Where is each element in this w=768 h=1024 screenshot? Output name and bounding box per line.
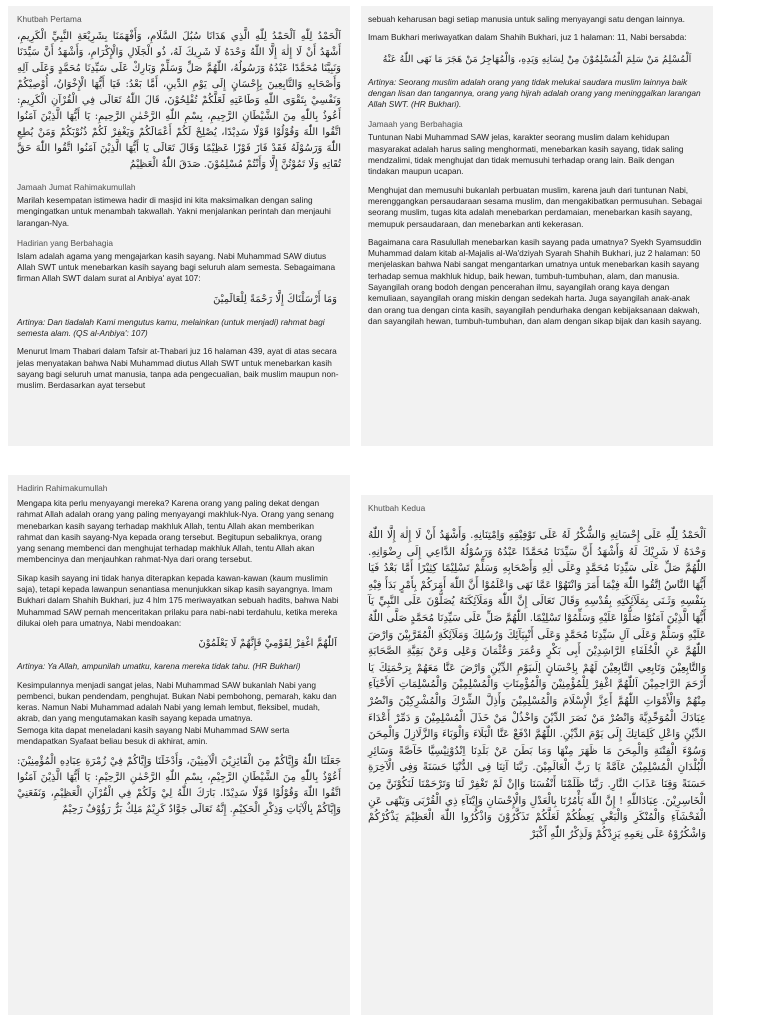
paragraph-takwa: Marilah kesempatan istimewa hadir di masjid ini kita maksimalkan dengan saling mengingatkan untuk menambah takwallah. Yakni menjalankan perintah dan menjauhi larangan-Nya. bbox=[17, 195, 331, 228]
hadith-arabic: اَلْمُسْلِمُ مَنْ سَلِمَ الْمُسْلِمُوْنَ مِنْ لِسَانِهِ وَيَدِهِ، وَالْمُهَاجِرُ مَنْ هَجَرَ مَا نَهَى اللّٰهُ عَنْهُ bbox=[382, 53, 692, 65]
paragraph-semoga: Semoga kita dapat meneladani kasih sayang Nabi Muhammad SAW serta mendapatkan Syafaat beliau besuk di akhirat, amin. bbox=[17, 724, 290, 747]
paragraph-tuntunan: Tuntunan Nabi Muhammad SAW jelas, karakter seorang muslim dalam kehidupan masyarakat adalah harus saling menghormati, menebarkan kasih sayang, tidak saling mendzalimi, tidak menghujat dan tidak memusuhi terhadap orang lain. Baik dengan tindakan maupun ucapan. bbox=[368, 132, 684, 177]
section-title-jamaah-berbahagia: Jamaah yang Berbahagia bbox=[368, 119, 463, 130]
hadith-translation: Artinya: Seorang muslim adalah orang yang tidak melukai saudara muslim lainnya baik dengan lisan dan tangannya, orang yang hijrah adalah orang yang meninggalkan larangan Allah SWT. (HR Bukhari). bbox=[368, 76, 701, 110]
paragraph-kesimpulan: Kesimpulannya menjadi sangat jelas, Nabi Muhammad SAW bukanlah Nabi yang pembenci, bukan pendendam, penghujat. Bukan Nabi pembohong, pemarah, kaku dan keras. Namun Nabi Muhammad adalah Nabi yang lemah lembut, fleksibel, mudah, akrab, dan yang mengutamakan kasih sayang kepada umatnya. bbox=[17, 679, 337, 724]
paragraph-tabari: Menurut Imam Thabari dalam Tafsir at-Thabari juz 16 halaman 439, ayat di atas secara jelas menyatakan bahwa Nabi Muhammad diutus Allah SWT untuk menebarkan kasih sayang bagi seluruh umat manusia, tanpa ada pengecualian, baik muslim maupun non-muslim. Berdasarkan ayat tersebut bbox=[17, 346, 339, 391]
doa-translation: Artinya: Ya Allah, ampunilah umatku, karena mereka tidak tahu. (HR Bukhari) bbox=[17, 661, 301, 672]
paragraph-sikap: Sikap kasih sayang ini tidak hanya diterapkan kepada kawan-kawan (kaum muslimin saja), tetapi kepada lawanpun senantiasa menunjukkan sikap kasih sayangnya. Imam Bukhari dalam Shahih Bukhari, juz 4 hlm 175 meriwayatkan sebuah hadits, bahwa Nabi Muhammad SAW pernah menceritakan prilaku para nabi-nabi terdahulu, ketika mereka dilukai oleh para umatnya, Nabi mendoakan: bbox=[17, 572, 339, 628]
khutbah-kedua-arabic: اَلْحَمْدُ لِلّٰهِ عَلَى إِحْسَانِهِ وَالشُّكْرُ لَهُ عَلَى تَوْفِيْقِهِ وَاِمْتِنَانِهِ. وَأَشْهَدُ أَنْ لَا إِلٰهَ إِلَّا اللّٰهُ وَحْدَهُ لَا شَرِيْكَ لَهُ وَأَشْهَدُ أَنَّ سَيِّدَنَا مُحَمَّدًا عَبْدُهُ وَرَسُوْلُهُ الدَّاعِي إِلَى رِضْوَانِهِ. اللّٰهُمَّ صَلِّ عَلَى سَيِّدِنَا مُحَمَّدٍ وِعَلَى اٰلِهِ وَأَصْحَابِهِ وَسَلِّمْ تَسْلِيْمًا كِثِيْرًا أَمَّا بَعْدُ فَيَا أَيُّهَا النَّاسُ اِتَّقُوا اللّٰهَ فِيْمَا أَمَرَ وَانْتَهُوْا عَمَّا نَهَى وَاعْلَمُوْا أَنَّ اللّٰهَ أَمَرَكُمْ بِأَمْرٍ بَدَأَ فِيْهِ بِنَفْسِهِ وَثَـنَى بِمَلَآئِكَتِهِ بِقُدْسِهِ وَقَالَ تَعَالَى إِنَّ اللّٰهَ وَمَلَآئِكَتَهُ يُصَلُّوْنَ عَلَى النَّبِيِّ يَآ أَيُّهَا الَّذِيْنَ آمَنُوْا صَلُّوْا عَلَيْهِ وَسَلِّمُوْا تَسْلِيْمًا. اللّٰهُمَّ صَلِّ عَلَى سَيِّدِنَا مُحَمَّدٍ صَلَّى اللّٰهُ عَلَيْهِ وَسَلِّمْ وَعَلَى آلِ سَيِّدِنَا مُحَمَّدٍ وَعَلَى أَنْبِيَآئِكَ وَرُسُلِكَ وَمَلَآئِكَةِ الْمُقَرَّبِيْنَ وَارْضَ اللّٰهُمَّ عَنِ الْخُلَفَاءِ الرَّاشِدِيْنَ أَبِى بَكْرٍ وَعُمَرَ وَعُثْمَانَ وَعَلِى وَعَنْ بَقِيَّةِ الصَّحَابَةِ وَالتَّابِعِيْنَ وَتَابِعِي التَّابِعِيْنَ لَهُمْ بِاِحْسَانٍ اِلَىيَوْمِ الدِّيْنِ وَارْضَ عَنَّا مَعَهُمْ بِرَحْمَتِكَ يَا أَرْحَمَ الرَّاحِمِيْنَ اَللّٰهُمَّ اغْفِرْ لِلْمُؤْمِنِيْنَ وَالْمُؤْمِنَاتِ وَالْمُسْلِمِيْنَ وَالْمُسْلِمَاتِ اَلأَحْيَآءِ مِنْهُمْ وَالْأَمْوَاتِ اللّٰهُمَّ أَعِزَّ الْإِسْلَامَ وَالْمُسْلِمِيْنَ وَأَذِلَّ الشِّرْكَ وَالْمُشْرِكِيْنَ وَانْصُرْ عِبَادَكَ الْمُوَحِّدِيَّةَ وَانْصُرْ مَنْ نَصَرَ الدِّيْنَ وَاخْذُلْ مَنْ خَذَلَ الْمُسْلِمِيْنَ وَ دَمِّرْ أَعْدَاءَ الدِّيْنِ وَاعْلِ كَلِمَاتِكَ إِلَى يَوْمَ الدِّيْنِ. اللّٰهُمَّ ادْفَعْ عَنَّا الْبَلَاءَ وَالْوَبَاءَ وَالزَّلَازِلَ وَالْمِحَنَ وَسُوْءَ الْفِتْنَةِ وَالْمِحَنَ مَا ظَهَرَ مِنْهَا وَمَا بَطَنَ عَنْ بَلَدِنَا اِنْدُوْنِيْسِيَّا خَآصَّةً وَسَائِرِ الْبُلْدَانِ الْمُسْلِمِيْنَ عَآمَّةً يَا رَبَّ الْعَالَمِيْنَ. رَبَّنَا آتِنَا فِى الدُّنْيَا حَسَنَةً وَفِى الْآخِرَةِ حَسَنَةً وَقِنَا عَذَابَ النَّارِ. رَبَّنَا ظَلَمْنَا أَنْفُسَنَا وَاإنْ لَمْ تَغْفِرْ لَنَا وَتَرْحَمْنَا لَنَكُوْنَنَّ مِنَ الْخَاسِرِيْنَ. عِبَادَاللّٰهِ ! إِنَّ اللّٰهَ يَأْمُرُنَا بِالْعَدْلِ وَالْإِحْسَانِ وَإِيْتَآءِ ذِي الْقُرْبَى وَيَنْهَى عَنِ الْفَحْشَآءِ وَالْمُنْكَرِ وَالْبَغْيِ يَعِظُكُمْ لَعَلَّكُمْ تَذَكَّرُوْنَ وَاذْكُرُوا اللّٰهَ الْعَظِيْمَ يَذْكُرْكُمْ وَاشْكُرُوْهُ عَلَى نِعَمِهِ يَزِدْكُمْ وَلَذِكْرُ اللّٰهِ أَكْبَرْ bbox=[368, 529, 706, 840]
arabic-opening: اَلْحَمْدُ لِلّٰهِ اَلْحَمْدُ لِلّٰهِ الَّذِي هَدَانَا سُبُلَ السَّلَامِ، وَأَفْهَمَنَا بِشَرِيْعَةِ النَّبِيِّ الْكَرِيمِ، أَشْهَدُ أَنْ لَا إِلٰهَ إِلَّا اللّٰهُ وَحْدَهُ لَا شَرِيكَ لَهُ، ذُو الْجَلَالِ وَالْإِكْرَامِ، وَأَشْهَدُ أَنَّ سَيِّدَنَا وَنَبِيَّنَا مُحَمَّدًا عَبْدُهُ وَرَسُولُهُ، اللّٰهُمَّ صَلِّ وَسَلِّمْ وَبَارِكْ عَلَى سَيِّدِنَا مُحَمَّدٍ وَعَلَى آلِهِ وَأَصْحَابِهِ وَالتَّابِعِينَ بِإِحْسَانٍ إِلَى يَوْمِ الدِّينِ، أَمَّا بَعْدُ: فَيَا أَيُّهَا الْإِخْوَانُ، أُوْصِيْكُمْ وَنَفْسِيْ بِتَقْوَى اللّٰهِ وَطَاعَتِهِ لَعَلَّكُمْ تُفْلِحُوْنَ، قَالَ اللّٰهُ تَعَالَى فِي الْقُرْآنِ الْكَرِيمِ: أَعُوذُ بِاللّٰهِ مِنَ الشَّيْطَانِ الرَّجِيمِ، بِسْمِ اللّٰهِ الرَّحْمٰنِ الرَّحِيمِ: يَا أَيُّهَا الَّذِيْنَ آمَنُوا اتَّقُوا اللّٰهَ وَقُوْلُوْا قَوْلًا سَدِيْدًا، يُصْلِحْ لَكُمْ أَعْمَالَكُمْ وَيَغْفِرْ لَكُمْ ذُنُوْبَكُمْ وَمَنْ يُطِعِ اللّٰهَ وَرَسُوْلَهُ فَقَدْ فَازَ فَوْزًا عَظِيْمًا وَقَالَ تَعَالَى يَا أَيُّهَا الَّذِيْنَ آمَنُوا اتَّقُوا اللّٰهَ حَقَّ تُقَاتِهِ وَلَا تَمُوْتُنَّ إِلَّا وَأَنْتُمْ مُسْلِمُوْنَ. صَدَقَ اللّٰهُ الْعَظِيْمُ bbox=[17, 31, 341, 170]
closing-arabic: جَعَلَنَا اللّٰهُ وَإِيَّاكُمْ مِنَ الْفَائِزِيْنَ الْآمِنِيْنَ، وَأَدْخَلَنَا وَإِيَّاكُمْ فِيْ زُمْرَةِ عِبَادِهِ الْمُؤْمِنِيْنَ: أَعُوْذُ بِاللّٰهِ مِنَ الشَّيْطَانِ الرَّجِيْمِ، بِسْمِ اللّٰهِ الرَّحْمٰنِ الرَّحِيْمِ: يَا أَيُّهَا الَّذِيْنَ آمَنُوا اتَّقُوا اللّٰهَ وَقُوْلُوْا قَوْلًا سَدِيْدًا. بَارَكَ اللّٰهُ لِيْ وَلَكُمْ فِي الْقُرْآنِ الْعَظِيْمِ، وَنَفَعَنِيْ وَإِيَّاكُمْ بِالْآيَاتِ وَذِكْرِ الْحَكِيْمِ. إِنَّهُ تَعَالَى جَوَّادٌ كَرِيْمٌ مَلِكٌ بَرٌّ رَؤُوْفٌ رَحِيْمٌ bbox=[17, 756, 341, 816]
page-2 bbox=[361, 6, 713, 446]
verse-al-anbiya: وَمَا أَرْسَلْنَاكَ إِلَّا رَحْمَةً لِلْعَالَمِيْنَ bbox=[213, 293, 337, 305]
paragraph-menghujat: Menghujat dan memusuhi bukanlah perbuatan muslim, karena jauh dari tuntunan Nabi, merenggangkan persaudaraan sesama muslim, dan mengakibatkan permusuhan. Sebagai seorang muslim, tugas kita adalah menebarkan perdamaian, menebarkan kasih sayang, memupuk persaudaraan, dan menebarkan anti kekerasan. bbox=[368, 184, 702, 229]
khutbah-kedua-heading: Khutbah Kedua bbox=[368, 503, 426, 513]
page-3 bbox=[8, 475, 350, 1015]
section-title-jamaah-jumat: Jamaah Jumat Rahimakumullah bbox=[17, 182, 136, 192]
paragraph-mengapa: Mengapa kita perlu menyayangi mereka? Karena orang yang paling dekat dengan rahmat Allah adalah orang yang paling menyayangi makhluk-Nya. Orang yang senang menebarkan kasih sayang terhadap makhluk Allah, tentu Allah akan memberikan rahmat dan kasih sayang-Nya kepada orang tersebut. Begitupun sebaliknya, orang yang senang membenci dan menghujat terhadap makhluk Allah, tentu Allah akan membencinya dan menjauhkan rahmat-Nya dari orang tersebut. bbox=[17, 498, 334, 565]
page-4 bbox=[361, 495, 713, 1015]
khutbah-pertama-heading: Khutbah Pertama bbox=[17, 14, 82, 24]
verse-translation: Artinya: Dan tiadalah Kami mengutus kamu, melainkan (untuk menjadi) rahmat bagi semesta alam. (QS al-Anbiya': 107) bbox=[17, 316, 325, 339]
paragraph-continuation: sebuah keharusan bagi setiap manusia untuk saling menyayangi satu dengan lainnya. bbox=[368, 14, 685, 24]
page-1 bbox=[8, 6, 350, 446]
paragraph-rasulullah: Bagaimana cara Rasulullah menebarkan kasih sayang pada umatnya? Syekh Syamsuddin Muhammad dalam kitab al-Majalis al-Wa'dziyah Syarah Shahih Bukhari, juz 2 halaman: 50 menjelaskan bahwa Nabi sangat mengantarkan umatnya untuk menebarkan kasih sayang terhadap semua makhluk hidup, baik hewan, tumbuh-tumbuhan, alam, dan manusia. Sayangilah orang bodoh dengan pencerahan ilmu, sayangilah orang kaya dengan kemuliaan, sayangilah orang miskin dengan sedekah harta. Juga sayangilah anak-anak dan orang tua dengan cinta kasih, sayangilah pendurhaka dengan kebijaksanaan dakwah, dan sayangilah hewan, tumbuh-tumbuhan, dan alam dengan sikap bijak dan kasih sayang. bbox=[368, 236, 702, 326]
section-title-hadirin: Hadirin Rahimakumullah bbox=[17, 483, 108, 493]
section-title-hadirian: Hadirian yang Berbahagia bbox=[17, 237, 113, 248]
doa-arabic: اَللّٰهُمَّ اغْفِرْ لِقَوْمِيْ فَإِنَّهُمْ لَا يَعْلَمُوْنَ bbox=[198, 638, 337, 650]
paragraph-kasih-sayang: Islam adalah agama yang mengajarkan kasih sayang. Nabi Muhammad SAW diutus Allah SWT untuk menebarkan kasih sayang bagi seluruh alam semesta. Sebagaimana firman Allah SWT dalam surat al Anbiya' ayat 107: bbox=[17, 250, 336, 284]
paragraph-bukhari-intro: Imam Bukhari meriwayatkan dalam Shahih Bukhari, juz 1 halaman: 11, Nabi bersabda: bbox=[368, 32, 687, 43]
